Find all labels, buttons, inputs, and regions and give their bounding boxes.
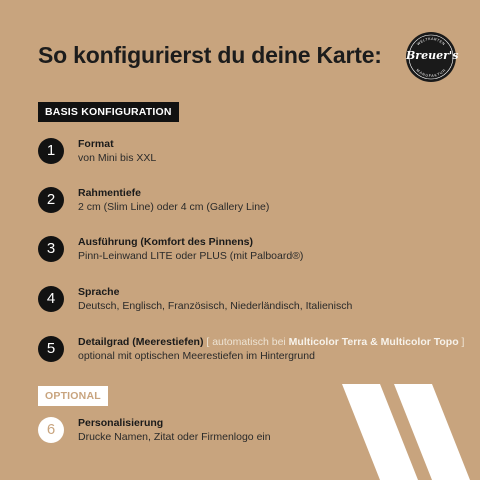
item-title-text: Detailgrad (Meerestiefen)	[78, 336, 204, 348]
item-subtitle: Deutsch, Englisch, Französisch, Niederländisch, Italienisch	[78, 300, 353, 312]
logo-brand-name: Breuer's	[406, 49, 459, 62]
note-bold: Multicolor Terra & Multicolor Topo	[288, 336, 459, 348]
note-open: [ automatisch bei	[203, 336, 289, 348]
step-number: 5	[38, 336, 64, 362]
item-title: Rahmentiefe	[78, 187, 142, 199]
step-number: 2	[38, 187, 64, 213]
item-subtitle: Pinn-Leinwand LITE oder PLUS (mit Palboard®)	[78, 250, 304, 262]
item-note	[203, 336, 464, 348]
note-close: ]	[458, 336, 465, 348]
item-title: Ausführung (Komfort des Pinnens)	[78, 236, 253, 248]
step-number: 3	[38, 236, 64, 262]
logo-arc-top: WELTKARTEN	[416, 36, 446, 47]
item-subtitle: Drucke Namen, Zitat oder Firmenlogo ein	[78, 431, 271, 443]
item-title	[78, 336, 464, 348]
item-title: Sprache	[78, 286, 120, 298]
step-number: 4	[38, 286, 64, 312]
page-title: So konfigurierst du deine Karte:	[38, 42, 382, 68]
brand-logo	[406, 32, 459, 82]
step-number: 1	[38, 138, 64, 164]
item-title: Personalisierung	[78, 417, 164, 429]
item-title: Format	[78, 138, 114, 150]
item-subtitle: 2 cm (Slim Line) oder 4 cm (Gallery Line)	[78, 201, 270, 213]
item-subtitle: optional mit optischen Meerestiefen im Hintergrund	[78, 350, 315, 362]
svg-text:WELTKARTEN	[416, 37, 445, 46]
section-label-optional: OPTIONAL	[38, 386, 108, 406]
logo-arc-bottom: MANUFAKTUR	[415, 68, 447, 79]
double-chevron-right-icon	[330, 380, 480, 480]
step-number: 6	[38, 417, 64, 443]
item-subtitle: von Mini bis XXL	[78, 152, 157, 164]
svg-text:MANUFAKTUR	[415, 68, 446, 78]
section-label-basis: BASIS KONFIGURATION	[38, 102, 179, 122]
